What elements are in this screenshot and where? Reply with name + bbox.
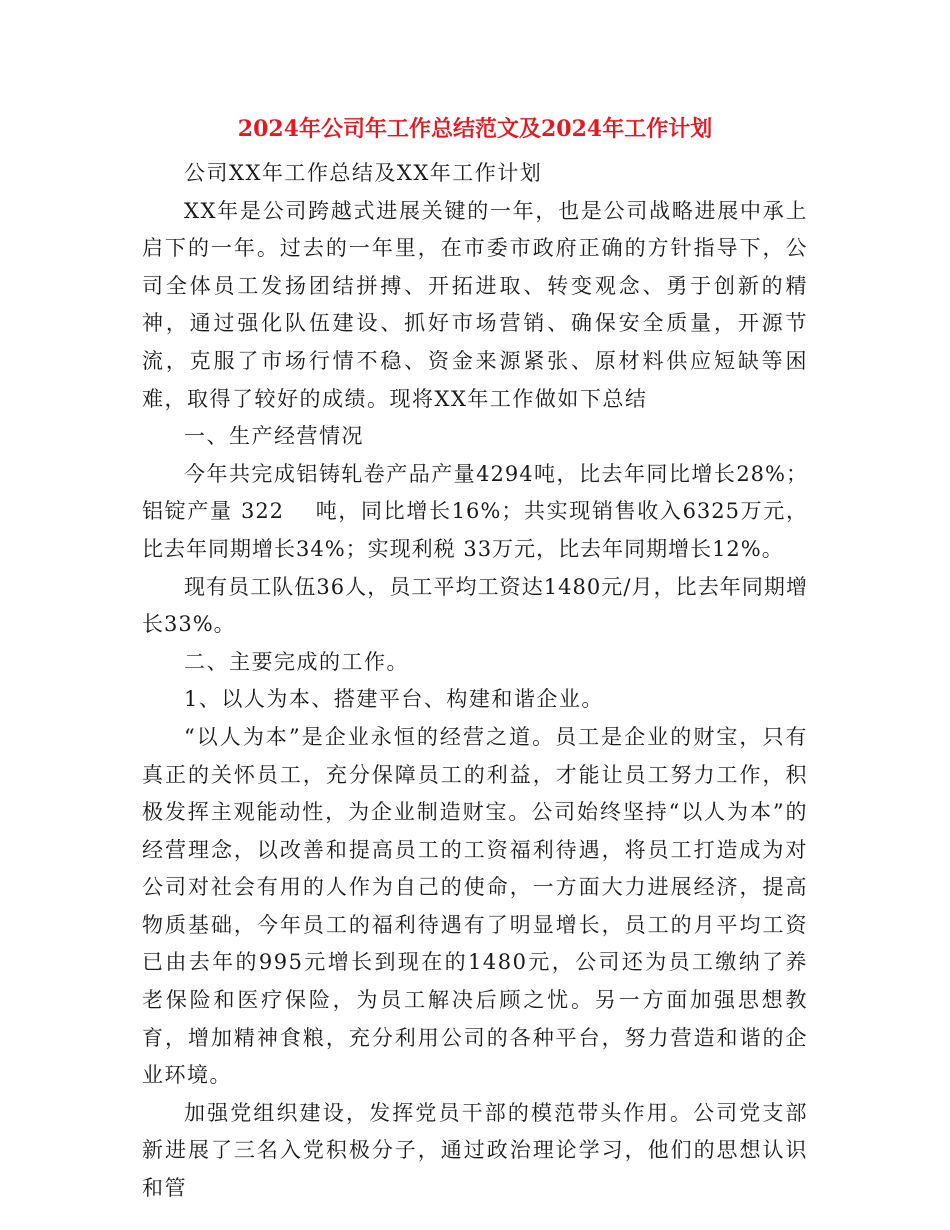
paragraph-party-building: 加强党组织建设，发挥党员干部的模范带头作用。公司党支部新进展了三名入党积极分子，通过政治理论学习，他们的思想认识和管 bbox=[142, 1100, 808, 1201]
document-title: 2024年公司年工作总结范文及2024年工作计划 bbox=[237, 116, 713, 142]
subsection-heading-people-first: 1、以人为本、搭建平台、构建和谐企业。 bbox=[184, 687, 604, 712]
document-body bbox=[142, 155, 808, 1208]
paragraph-subtitle: 公司XX年工作总结及XX年工作计划 bbox=[184, 161, 543, 185]
paragraph-staff-figures: 现有员工队伍36人，员工平均工资达1480元/月，比去年同期增长33%。 bbox=[142, 574, 808, 637]
section-heading-main-work: 二、主要完成的工作。 bbox=[184, 649, 409, 674]
paragraph-people-first: “以人为本”是企业永恒的经营之道。员工是企业的财宝，只有真正的关怀员工，充分保障员工的利益，才能让员工努力工作，积极发挥主观能动性，为企业制造财宝。公司始终坚持“以人为本”的经营理念，以改善和提高员工的工资福利待遇，将员工打造成为对公司对社会有用的人作为自己的使命，一方面大力进展经济，提高物质基础，今年员工的福利待遇有了明显增长，员工的月平均工资已由去年的995元增长到现在的1480元，公司还为员工缴纳了养老保险和医疗保险，为员工解决后顾之忧。另一方面加强思想教育，增加精神食粮，充分利用公司的各种平台，努力营造和谐的企业环境。 bbox=[142, 724, 808, 1088]
section-heading-production: 一、生产经营情况 bbox=[184, 424, 364, 449]
paragraph-production-figures: 今年共完成铝铸轧卷产品产量4294吨，比去年同比增长28%；铝锭产量 322 吨，同比增长16%；共实现销售收入6325万元，比去年同期增长34%；实现利税 33万元，比去年同期增长12%。 bbox=[142, 461, 808, 561]
paragraph-intro: XX年是公司跨越式进展关键的一年，也是公司战略进展中承上启下的一年。过去的一年里，在市委市政府正确的方针指导下，公司全体员工发扬团结拼搏、开拓进取、转变观念、勇于创新的精神，通过强化队伍建设、抓好市场营销、确保安全质量，开源节流，克服了市场行情不稳、资金来源紧张、原材料供应短缺等困难，取得了较好的成绩。现将XX年工作做如下总结 bbox=[142, 198, 808, 411]
